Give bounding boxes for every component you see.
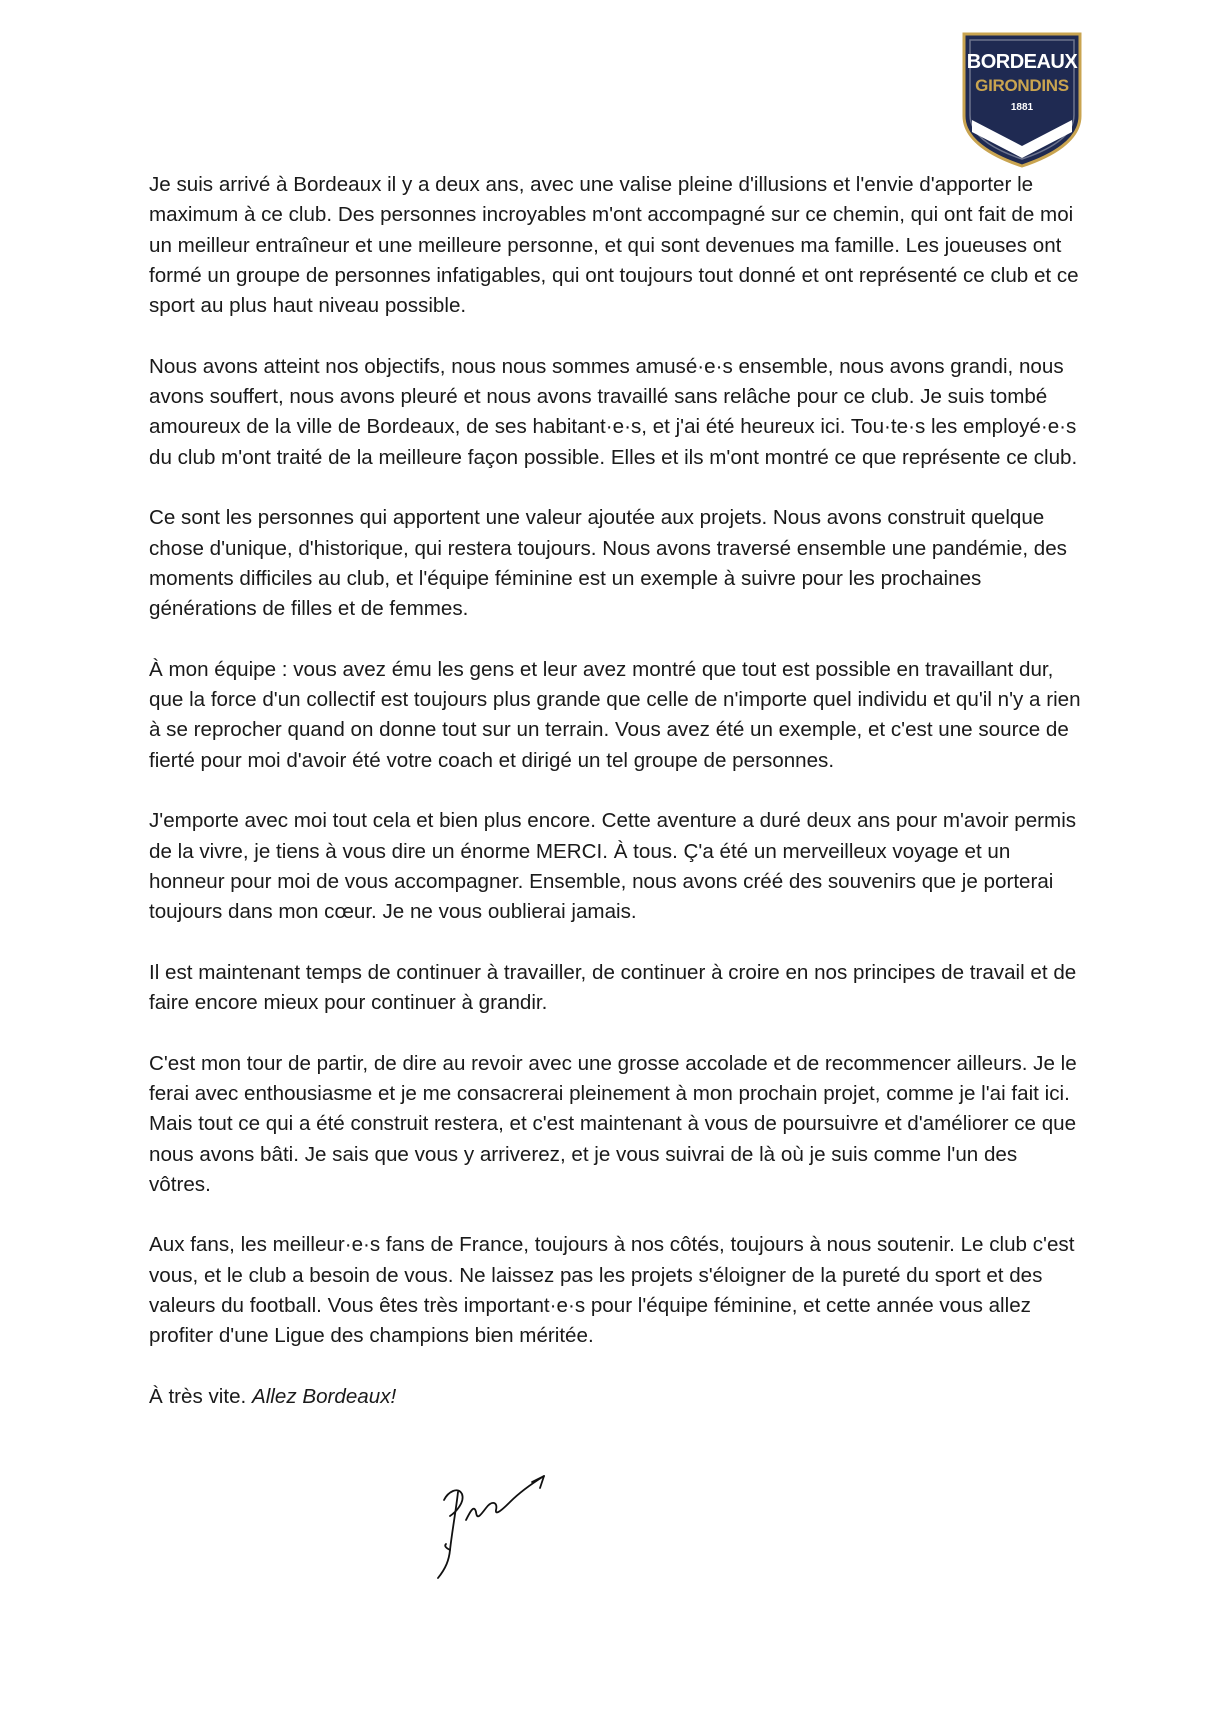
- paragraph-2: Nous avons atteint nos objectifs, nous nous sommes amusé·e·s ensemble, nous avons grandi, nous avons souffert, nous avons pleuré et nous avons travaillé sans relâche pour ce club. Je suis tombé amoureux de la ville de Bordeaux, de ses habitant·e·s, et j'ai été heureux ici. Tou·te·s les employé·e·s du club m'ont traité de la meilleure façon possible. Elles et ils m'ont montré ce que représente ce club.: [149, 354, 1078, 469]
- signature-icon: [432, 1472, 552, 1582]
- paragraph-5: J'emporte avec moi tout cela et bien plus encore. Cette aventure a duré deux ans pour m'avoir permis de la vivre, je tiens à vous dire un énorme MERCI. À tous. Ç'a été un merveilleux voyage et un honneur pour moi de vous accompagner. Ensemble, nous avons créé des souvenirs que je porterai toujours dans mon cœur. Je ne vous oublierai jamais.: [149, 809, 1077, 924]
- logo-year: 1881: [1010, 102, 1034, 113]
- paragraph-8: Aux fans, les meilleur·e·s fans de France, toujours à nos côtés, toujours à nous soutenir. Le club c'est vous, et le club a besoin de vous. Ne laissez pas les projets s'éloigner de la pureté du sport et des valeurs du football. Vous êtes très important·e·s pour l'équipe féminine, et cette année vous allez profiter d'une Ligue des champions bien méritée.: [149, 1233, 1075, 1348]
- closing-italic: Allez Bordeaux!: [252, 1384, 397, 1408]
- letter-body: [149, 170, 1084, 1442]
- paragraph-1: Je suis arrivé à Bordeaux il y a deux ans, avec une valise pleine d'illusions et l'envie d'apporter le maximum à ce club. Des personnes incroyables m'ont accompagné sur ce chemin, qui ont fait de moi un meilleur entraîneur et une meilleure personne, et qui sont devenues ma famille. Les joueuses ont formé un groupe de personnes infatigables, qui ont toujours tout donné et ont représenté ce club et ce sport au plus haut niveau possible.: [149, 173, 1079, 318]
- paragraph-4: À mon équipe : vous avez ému les gens et leur avez montré que tout est possible en travaillant dur, que la force d'un collectif est toujours plus grande que celle de n'importe quel individu et qu'il n'y a rien à se reprocher quand on donne tout sur un terrain. Vous avez été un exemple, et c'est une source de fierté pour moi d'avoir été votre coach et dirigé un tel groupe de personnes.: [149, 657, 1081, 772]
- logo-line1: BORDEAUX: [966, 51, 1078, 73]
- paragraph-3: Ce sont les personnes qui apportent une valeur ajoutée aux projets. Nous avons construit quelque chose d'unique, d'historique, qui restera toujours. Nous avons traversé ensemble une pandémie, des moments difficiles au club, et l'équipe féminine est un exemple à suivre pour les prochaines générations de filles et de femmes.: [149, 506, 1067, 621]
- paragraph-7: C'est mon tour de partir, de dire au revoir avec une grosse accolade et de recommencer ailleurs. Je le ferai avec enthousiasme et je me consacrerai pleinement à mon prochain projet, comme je l'ai fait ici. Mais tout ce qui a été construit restera, et c'est maintenant à vous de poursuivre et d'améliorer ce que nous avons bâti. Je sais que vous y arriverez, et je vous suivrai de là où je suis comme l'un des vôtres.: [149, 1051, 1077, 1196]
- closing-line: [149, 1382, 1084, 1412]
- logo-line2: GIRONDINS: [975, 76, 1069, 95]
- closing-plain: À très vite.: [149, 1384, 252, 1408]
- club-crest-icon: [960, 28, 1084, 170]
- signature: [432, 1472, 552, 1582]
- paragraph-6: Il est maintenant temps de continuer à travailler, de continuer à croire en nos principes de travail et de faire encore mieux pour continuer à grandir.: [149, 960, 1077, 1015]
- bordeaux-girondins-logo: [960, 28, 1084, 170]
